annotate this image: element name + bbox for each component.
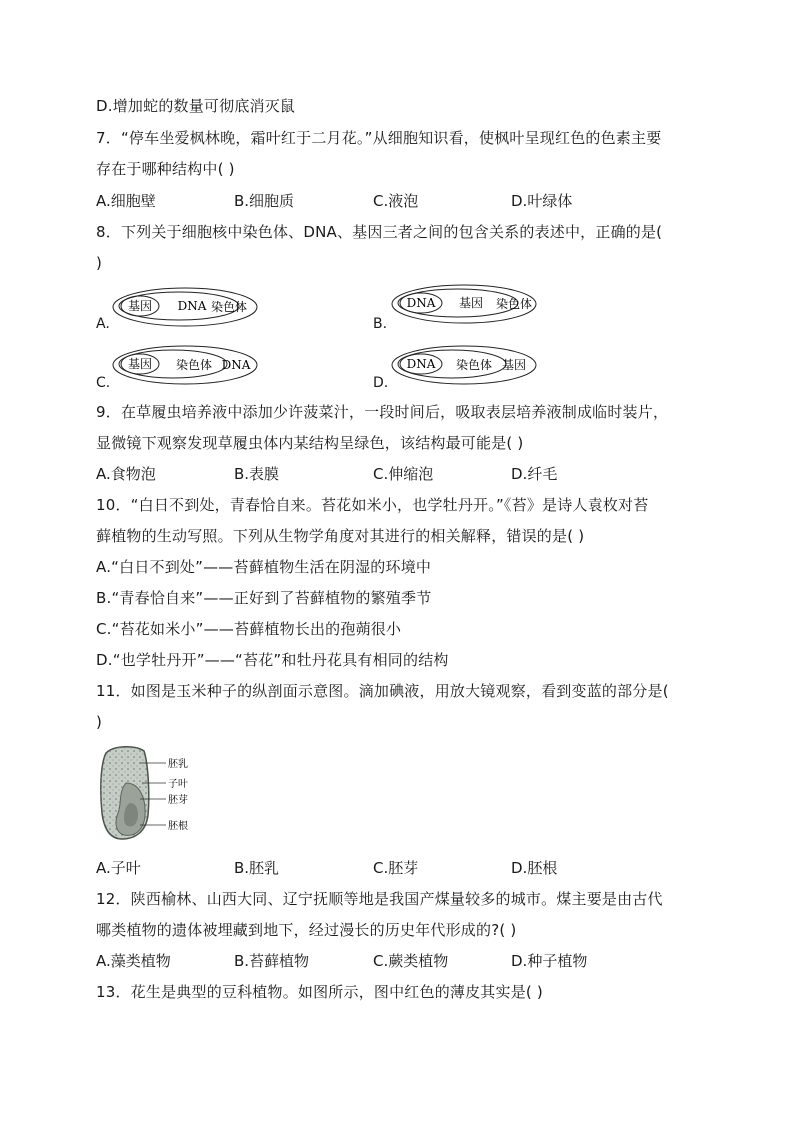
q8-a-inner-label: 基因 xyxy=(127,299,153,313)
q8-c-inner-label: 基因 xyxy=(127,357,153,371)
q8-c-outer-label: DNA xyxy=(221,358,251,372)
q8-d-middle-label: 染色体 xyxy=(455,358,493,372)
q12-option-c: C.蕨类植物 xyxy=(373,952,449,970)
corn-seed-figure xyxy=(96,743,206,843)
q8-b-inner-label: DNA xyxy=(406,296,436,310)
q10-stem-line2: 藓植物的生动写照。下列从生物学角度对其进行的相关解释，错误的是( ) xyxy=(96,527,585,545)
q8-a-middle-label: DNA xyxy=(177,299,207,313)
q11-option-c: C.胚芽 xyxy=(373,859,419,877)
q13-stem-line1: 13．花生是典型的豆科植物。如图所示，图中红色的薄皮其实是( ) xyxy=(96,983,543,1001)
corn-label-cotyledon: 子叶 xyxy=(168,779,188,790)
q12-option-d: D.种子植物 xyxy=(511,952,588,970)
q9-option-c: C.伸缩泡 xyxy=(373,465,434,483)
q9-option-d: D.纤毛 xyxy=(511,465,558,483)
q8-option-a-letter: A. xyxy=(96,316,110,332)
q7-option-c: C.液泡 xyxy=(373,192,419,210)
q10-option-d: D.“也学牡丹开”——“苔花”和牡丹花具有相同的结构 xyxy=(96,651,449,669)
q8-diagram-b xyxy=(388,282,540,330)
q10-option-c: C.“苔花如米小”——苔藓植物长出的孢蒴很小 xyxy=(96,620,402,638)
q8-b-middle-label: 基因 xyxy=(458,296,484,310)
q8-option-c-letter: C. xyxy=(96,375,111,391)
q9-option-b: B.表膜 xyxy=(234,465,280,483)
q11-stem-line2: ) xyxy=(96,713,103,731)
q8-b-outer-label: 染色体 xyxy=(495,297,533,311)
q8-diagram-d xyxy=(388,343,540,391)
corn-label-endosperm: 胚乳 xyxy=(168,759,188,770)
q11-stem-line1: 11．如图是玉米种子的纵剖面示意图。滴加碘液，用放大镜观察，看到变蓝的部分是( xyxy=(96,682,669,700)
q6-option-d: D.增加蛇的数量可彻底消灭鼠 xyxy=(96,97,296,115)
q8-d-inner-label: DNA xyxy=(406,357,436,371)
corn-label-plumule: 胚芽 xyxy=(168,795,188,806)
q8-option-d-letter: D. xyxy=(373,375,389,391)
q8-stem-line1: 8．下列关于细胞核中染色体、DNA、基因三者之间的包含关系的表述中，正确的是( xyxy=(96,223,663,241)
corn-label-radicle: 胚根 xyxy=(168,821,188,832)
q10-option-a: A.“白日不到处”——苔藓植物生活在阴湿的环境中 xyxy=(96,558,432,576)
q11-option-a: A.子叶 xyxy=(96,859,141,877)
q8-stem-line2: ) xyxy=(96,254,103,272)
q12-option-a: A.藻类植物 xyxy=(96,952,171,970)
q8-a-outer-label: 染色体 xyxy=(210,300,248,314)
q10-option-b: B.“青春恰自来”——正好到了苔藓植物的繁殖季节 xyxy=(96,589,432,607)
q9-stem-line1: 9．在草履虫培养液中添加少许菠菜汁，一段时间后，吸取表层培养液制成临时装片， xyxy=(96,403,669,421)
q12-option-b: B.苔藓植物 xyxy=(234,952,310,970)
q8-d-outer-label: 基因 xyxy=(501,358,527,372)
q8-diagram-a xyxy=(110,285,260,333)
q9-option-a: A.食物泡 xyxy=(96,465,156,483)
q7-option-b: B.细胞质 xyxy=(234,192,295,210)
q8-diagram-c xyxy=(110,343,260,391)
q9-stem-line2: 显微镜下观察发现草履虫体内某结构呈绿色，该结构最可能是( ) xyxy=(96,434,524,452)
q10-stem-line1: 10．“白日不到处，青春恰自来。苔花如米小，也学牡丹开。”《苔》是诗人袁枚对苔 xyxy=(96,496,649,514)
q11-option-d: D.胚根 xyxy=(511,859,558,877)
q12-stem-line1: 12．陕西榆林、山西大同、辽宁抚顺等地是我国产煤量较多的城市。煤主要是由古代 xyxy=(96,890,663,908)
q8-c-middle-label: 染色体 xyxy=(175,358,213,372)
q7-stem-line1: 7．“停车坐爱枫林晚，霜叶红于二月花。”从细胞知识看，使枫叶呈现红色的色素主要 xyxy=(96,129,662,147)
q11-option-b: B.胚乳 xyxy=(234,859,280,877)
q8-option-b-letter: B. xyxy=(373,316,388,332)
q7-stem-line2: 存在于哪种结构中( ) xyxy=(96,160,235,178)
q7-option-a: A.细胞壁 xyxy=(96,192,156,210)
q12-stem-line2: 哪类植物的遗体被埋藏到地下，经过漫长的历史年代形成的?( ) xyxy=(96,921,517,939)
q7-option-d: D.叶绿体 xyxy=(511,192,573,210)
